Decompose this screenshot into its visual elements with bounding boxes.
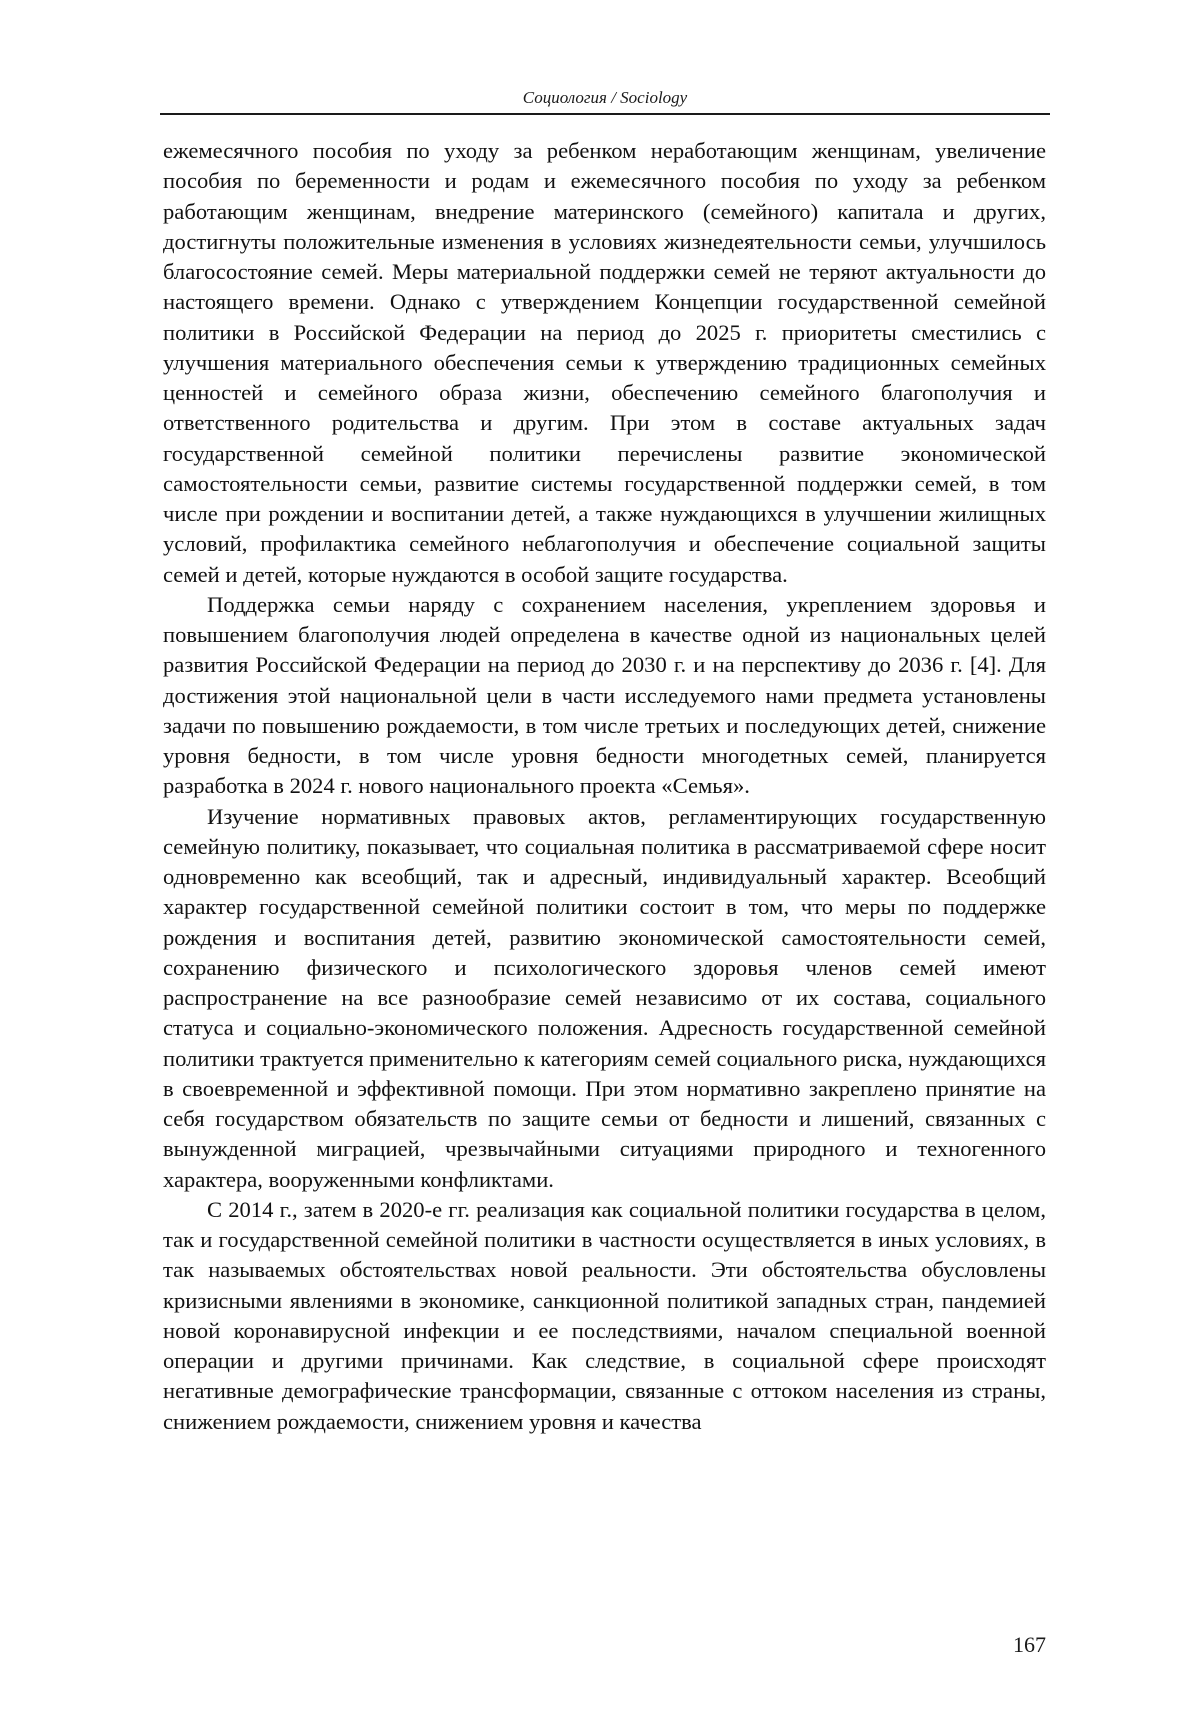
paragraph-new-reality: С 2014 г., затем в 2020-е гг. реализация как социальной политики государства в целом, так и государственной семейной политики в частности осуществляется в иных условиях, в так называемых обстоятельствах новой реальности. Эти обстоятельства обусловлены кризисными явлениями в экономике, санкционной политикой западных стран, пандемией новой коронавирусной инфекции и ее последствиями, началом специальной военной операции и другими причинами. Как следствие, в социальной сфере происходят негативные демографические трансформации, связанные с оттоком населения из страны, снижением рождаемости, снижением уровня и качества <box>163 1196 1046 1434</box>
running-title: Социология / Sociology <box>522 88 688 107</box>
paragraph-normative-acts: Изучение нормативных правовых актов, регламентирующих государственную семейную политику, показывает, что социальная политика в рассматриваемой сфере носит одновременно как всеобщий, так и адресный, индивидуальный характер. Всеобщий характер государственной семейной политики состоит в том, что меры по поддержке рождения и воспитания детей, развитию экономической самостоятельности семей, сохранению физического и психологического здоровья членов семей имеют распространение на все разнообразие семей независимо от их состава, социального статуса и социально-экономического положения. Адресность государственной семейной политики трактуется применительно к категориям семей социального риска, нуждающихся в своевременной и эффективной помощи. При этом нормативно закреплено принятие на себя государством обязательств по защите семьи от бедности и лишений, связанных с вынужденной миграцией, чрезвычайными ситуациями природного и техногенного характера, вооруженными конфликтами. <box>163 803 1046 1192</box>
article-body <box>163 136 1046 1437</box>
header-rule <box>160 113 1050 115</box>
paragraph-continued: ежемесячного пособия по уходу за ребенком неработающим женщинам, увеличение пособия по беременности и родам и ежемесячного пособия по уходу за ребенком работающим женщинам, внедрение материнского (семейного) капитала и других, достигнуты положительные изменения в условиях жизнедеятельности семьи, улучшилось благосостояние семей. Меры материальной поддержки семей не теряют актуальности до настоящего времени. Однако с утверждением Концепции государственной семейной политики в Российской Федерации на период до 2025 г. приоритеты сместились с улучшения материального обеспечения семьи к утверждению традиционных семейных ценностей и семейного образа жизни, обеспечению семейного благополучия и ответственного родительства и другим. При этом в составе актуальных задач государственной семейной политики перечислены развитие экономической самостоятельности семьи, развитие системы государственной поддержки семей, в том числе при рождении и воспитании детей, а также нуждающихся в улучшении жилищных условий, профилактика семейного неблагополучия и обеспечение социальной защиты семей и детей, которые нуждаются в особой защите государства. <box>163 138 1046 587</box>
page-number: 167 <box>1013 1632 1046 1657</box>
paragraph-national-goals: Поддержка семьи наряду с сохранением населения, укреплением здоровья и повышением благополучия людей определена в качестве одной из национальных целей развития Российской Федерации на период до 2030 г. и на перспективу до 2036 г. [4]. Для достижения этой национальной цели в части исследуемого нами предмета установлены задачи по повышению рождаемости, в том числе третьих и последующих детей, снижение уровня бедности, в том числе уровня бедности многодетных семей, планируется разработка в 2024 г. нового национального проекта «Семья». <box>163 591 1046 799</box>
